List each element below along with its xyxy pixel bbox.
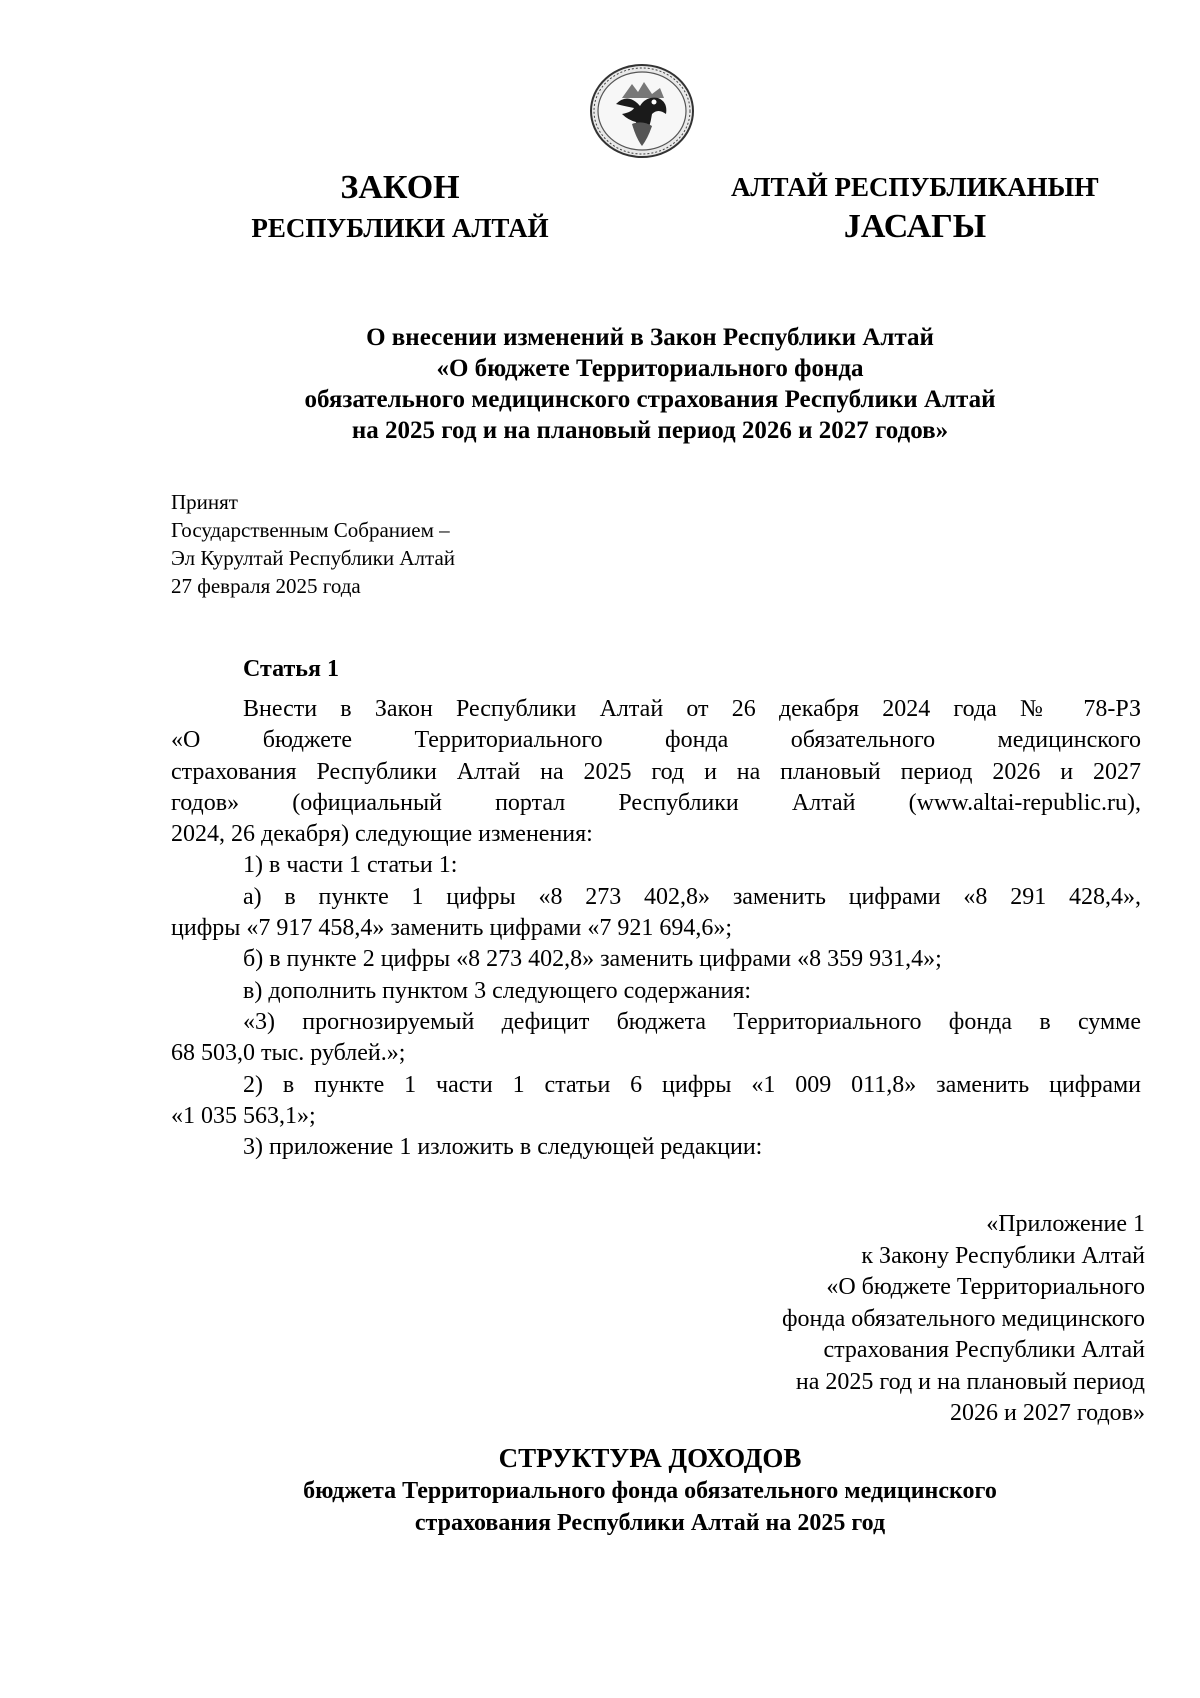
header-republic-name-ru: РЕСПУБЛИКИ АЛТАЙ	[251, 213, 549, 243]
paragraph-line: 2024, 26 декабря) следующие изменения:	[171, 821, 593, 848]
title-line: «О бюджете Территориального фонда	[436, 355, 864, 382]
article-heading: Статья 1	[243, 656, 339, 682]
structure-subtitle-line: бюджета Территориального фонда обязательного медицинского	[303, 1478, 997, 1504]
paragraph-line: «О бюджете Территориального фонда обязательного медицинского	[171, 727, 1141, 754]
paragraph-line: 3) приложение 1 изложить в следующей редакции:	[243, 1134, 763, 1161]
paragraph-line: 2) в пункте 1 части 1 статьи 6 цифры «1 009 011,8» заменить цифрами	[243, 1071, 1141, 1098]
paragraph-line: 68 503,0 тыс. рублей.»;	[171, 1040, 406, 1067]
adoption-block	[171, 488, 455, 600]
header-law-title-ru: ЗАКОН	[340, 169, 460, 206]
title-line: на 2025 год и на плановый период 2026 и 2027 годов»	[351, 417, 949, 444]
paragraph-line: страхования Республики Алтай на 2025 год и на плановый период 2026 и 2027	[171, 758, 1141, 785]
appendix-line: «О бюджете Территориального	[826, 1274, 1145, 1300]
title-line: О внесении изменений в Закон Республики Алтай	[366, 324, 934, 351]
republic-altai-emblem-icon	[588, 62, 696, 160]
title-line: обязательного медицинского страхования Республики Алтай	[304, 386, 996, 413]
header-law-title-alt: ЈАСАГЫ	[843, 208, 987, 245]
paragraph-line: «1 035 563,1»;	[171, 1102, 316, 1129]
paragraph-line: годов» (официальный портал Республики Алтай (www.altai-republic.ru),	[171, 789, 1141, 816]
document-title	[170, 322, 1130, 446]
appendix-line: к Закону Республики Алтай	[861, 1242, 1145, 1269]
paragraph-line: «3) прогнозируемый дефицит бюджета Территориального фонда в сумме	[243, 1008, 1141, 1035]
paragraph-line: 1) в части 1 статьи 1:	[243, 852, 458, 879]
paragraph-line: в) дополнить пунктом 3 следующего содержания:	[243, 977, 752, 1004]
adoption-line: Эл Курултай Республики Алтай	[171, 546, 456, 570]
appendix-reference	[782, 1209, 1145, 1430]
structure-title: СТРУКТУРА ДОХОДОВ	[498, 1443, 802, 1473]
paragraph-line: б) в пункте 2 цифры «8 273 402,8» заменить цифрами «8 359 931,4»;	[243, 946, 942, 973]
appendix-line: «Приложение 1	[986, 1211, 1145, 1237]
paragraph-line: Внести в Закон Республики Алтай от 26 декабря 2024 года № 78-РЗ	[243, 696, 1141, 722]
income-structure-heading	[170, 1441, 1130, 1539]
adoption-line: Государственным Собранием –	[171, 518, 450, 542]
header-republic-name-alt: АЛТАЙ РЕСПУБЛИКАНЫҤ	[730, 172, 1100, 202]
paragraph-line: а) в пункте 1 цифры «8 273 402,8» заменить цифрами «8 291 428,4»,	[243, 883, 1141, 910]
appendix-line: фонда обязательного медицинского	[781, 1305, 1145, 1332]
adoption-date: 27 февраля 2025 года	[171, 574, 361, 598]
structure-subtitle-line: страхования Республики Алтай на 2025 год	[414, 1510, 886, 1536]
appendix-line: 2026 и 2027 годов»	[950, 1400, 1145, 1426]
appendix-line: страхования Республики Алтай	[823, 1337, 1145, 1363]
adoption-line: Принят	[171, 490, 238, 514]
appendix-line: на 2025 год и на плановый период	[795, 1368, 1145, 1395]
paragraph-line: цифры «7 917 458,4» заменить цифрами «7 921 694,6»;	[171, 915, 733, 942]
article-body	[171, 694, 1141, 1163]
